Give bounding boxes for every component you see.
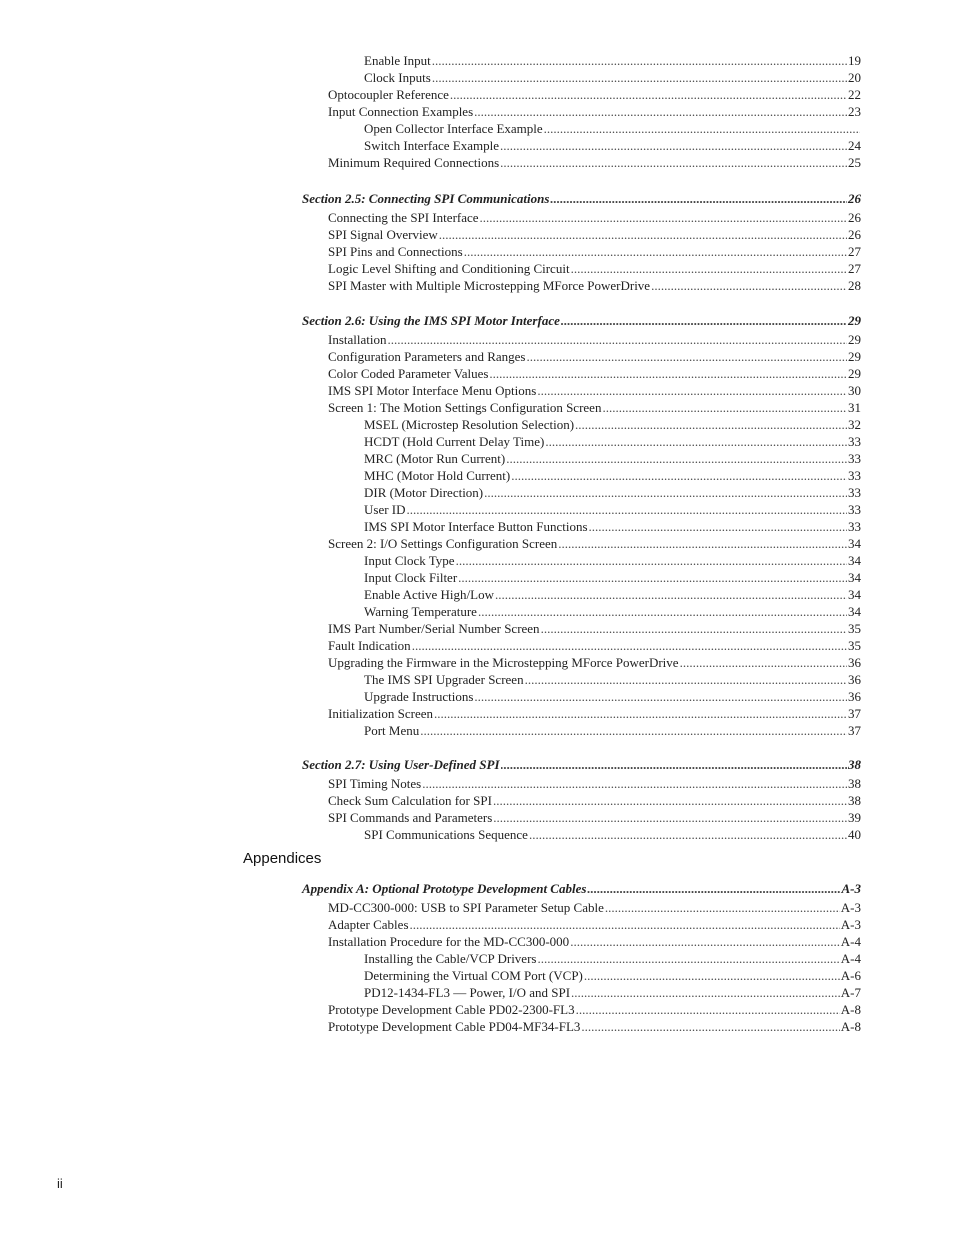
toc-entry[interactable] [364,137,861,154]
leader-dots [541,620,847,637]
toc-entry-label: Screen 1: The Motion Settings Configuration Screen [328,400,602,415]
toc-entry-page: 29 [848,332,861,347]
toc-entry-page: 38 [848,757,861,772]
toc-entry-page: 26 [848,227,861,242]
toc-entry[interactable] [328,277,861,294]
toc-entry-page: 26 [848,191,861,206]
toc-entry-page: A-4 [840,934,861,949]
toc-entry-page: 34 [848,587,861,602]
toc-entry-label: Switch Interface Example [364,138,499,153]
toc-entry-label: PD12-1434-FL3 — Power, I/O and SPI [364,985,571,1000]
toc-entry-label: SPI Communications Sequence [364,827,528,842]
toc-entry-page: 34 [848,570,861,585]
leader-dots [458,569,847,586]
leader-dots [489,365,847,382]
toc-entry-label: Section 2.6: Using the IMS SPI Motor Interface [302,313,560,328]
toc-entry-label: SPI Pins and Connections [328,244,463,259]
toc-entry[interactable] [328,792,861,809]
toc-entry[interactable] [364,416,861,433]
toc-entry[interactable] [364,569,861,586]
toc-entry-page: 34 [848,536,861,551]
toc-entry-label: MRC (Motor Run Current) [364,451,506,466]
toc-entry[interactable] [328,382,861,399]
toc-entry[interactable] [364,967,861,984]
leader-dots [558,535,847,552]
toc-entry-label: Optocoupler Reference [328,87,449,102]
toc-entry[interactable] [328,399,861,416]
toc-entry-page: 27 [848,261,861,276]
toc-entry-label: MSEL (Microstep Resolution Selection) [364,417,575,432]
leader-dots [464,243,847,260]
toc-entry-label: MHC (Motor Hold Current) [364,468,511,483]
leader-dots [450,86,847,103]
leader-dots [537,382,847,399]
leader-dots [493,809,847,826]
toc-entry-label: Determining the Virtual COM Port (VCP) [364,968,583,983]
toc-entry[interactable] [364,501,861,518]
toc-entry[interactable] [328,154,861,171]
toc-entry-label: Minimum Required Connections [328,155,500,170]
toc-entry[interactable] [364,433,861,450]
toc-entry[interactable] [328,809,861,826]
leader-dots [571,260,847,277]
toc-entry-label: Check Sum Calculation for SPI [328,793,492,808]
toc-entry-page: 33 [848,485,861,500]
toc-section-heading[interactable] [302,190,861,207]
toc-entry-label: DIR (Motor Direction) [364,485,484,500]
toc-entry[interactable] [328,654,861,671]
leader-dots [605,899,840,916]
toc-entry-page: A-3 [840,917,861,932]
toc-entry[interactable] [328,916,861,933]
toc-entry-page: 22 [848,87,861,102]
toc-entry-page: 34 [848,604,861,619]
leader-dots [493,792,847,809]
toc-entry-label: Clock Inputs [364,70,431,85]
leader-dots [550,190,847,207]
toc-entry-label: User ID [364,502,406,517]
toc-entry-page: A-8 [840,1019,861,1034]
toc-entry-label: Prototype Development Cable PD02-2300-FL3 [328,1002,575,1017]
toc-entry-label: Installing the Cable/VCP Drivers [364,951,537,966]
toc-entry-page: 35 [848,638,861,653]
leader-dots [589,518,847,535]
leader-dots [388,331,848,348]
toc-entry[interactable] [328,1018,861,1035]
leader-dots [412,637,847,654]
leader-dots [484,484,847,501]
leader-dots [537,950,839,967]
leader-dots [511,467,847,484]
toc-entry-page: 39 [848,810,861,825]
toc-entry-label: SPI Commands and Parameters [328,810,493,825]
toc-entry-page: 27 [848,244,861,259]
leader-dots [480,209,847,226]
toc-entry[interactable] [328,86,861,103]
leader-dots [529,826,847,843]
toc-entry-label: Input Connection Examples [328,104,474,119]
toc-entry-page: 36 [848,655,861,670]
leader-dots [575,416,847,433]
toc-entry-page: 37 [848,723,861,738]
toc-entry[interactable] [364,950,861,967]
leader-dots [584,967,840,984]
toc-entry-page: 33 [848,451,861,466]
toc-entry-page: A-6 [840,968,861,983]
toc-entry-label: HCDT (Hold Current Delay Time) [364,434,545,449]
leader-dots [422,775,847,792]
toc-entry[interactable] [328,933,861,950]
toc-entry-page: 25 [848,155,861,170]
toc-entry-label: Section 2.7: Using User-Defined SPI [302,757,500,772]
toc-entry-label: SPI Timing Notes [328,776,422,791]
toc-entry-page: 24 [848,138,861,153]
leader-dots [525,671,847,688]
toc-entry-label: Fault Indication [328,638,411,653]
toc-section-heading[interactable] [302,756,861,773]
leader-dots [571,984,840,1001]
toc-entry-label: Enable Active High/Low [364,587,494,602]
toc-entry-page: A-3 [841,881,861,896]
toc-entry[interactable] [328,637,861,654]
toc-entry[interactable] [328,535,861,552]
leader-dots [410,916,840,933]
toc-entry[interactable] [364,688,861,705]
page-number: ii [57,1176,63,1191]
leader-dots [570,933,840,950]
toc-entry-label: The IMS SPI Upgrader Screen [364,672,524,687]
toc-entry-label: Appendix A: Optional Prototype Development Cables [302,881,587,896]
toc-entry-label: Color Coded Parameter Values [328,366,489,381]
toc-entry[interactable] [328,331,861,348]
leader-dots [456,552,847,569]
toc-section-heading[interactable] [302,312,861,329]
leader-dots [500,137,847,154]
toc-entry-label: Screen 2: I/O Settings Configuration Screen [328,536,558,551]
toc-entry[interactable] [364,450,861,467]
toc-entry-page: 36 [848,672,861,687]
toc-entry-label: SPI Master with Multiple Microstepping MForce PowerDrive [328,278,651,293]
toc-entry-label: MD-CC300-000: USB to SPI Parameter Setup Cable [328,900,604,915]
toc-entry-page: 38 [848,793,861,808]
toc-entry-page: 19 [848,53,861,68]
leader-dots [544,120,860,137]
leader-dots [545,433,847,450]
toc-entry-page: 32 [848,417,861,432]
toc-entry[interactable] [364,722,861,739]
toc-entry-page: 37 [848,706,861,721]
toc-entry-page: 31 [848,400,861,415]
toc-entry-page: 33 [848,468,861,483]
toc-entry-page: 35 [848,621,861,636]
toc-entry[interactable] [328,899,861,916]
leader-dots [478,603,847,620]
toc-entry-label: Configuration Parameters and Ranges [328,349,526,364]
leader-dots [407,501,847,518]
leader-dots [434,705,847,722]
toc-entry[interactable] [364,603,861,620]
toc-entry-label: SPI Signal Overview [328,227,438,242]
leader-dots [439,226,847,243]
appendices-heading: Appendices [243,850,322,867]
leader-dots [680,654,847,671]
leader-dots [602,399,847,416]
leader-dots [474,103,847,120]
leader-dots [500,154,847,171]
toc-entry-label: Section 2.5: Connecting SPI Communications [302,191,550,206]
toc-entry[interactable] [328,103,861,120]
toc-entry[interactable] [364,52,861,69]
toc-entry-page: 38 [848,776,861,791]
toc-entry[interactable] [364,586,861,603]
toc-entry-page: 30 [848,383,861,398]
toc-entry[interactable] [328,365,861,382]
toc-entry-page: A-3 [840,900,861,915]
toc-entry[interactable] [328,348,861,365]
toc-entry[interactable] [328,1001,861,1018]
toc-entry[interactable] [364,484,861,501]
toc-entry-label: IMS Part Number/Serial Number Screen [328,621,540,636]
toc-entry-label: Logic Level Shifting and Conditioning Circuit [328,261,570,276]
leader-dots [420,722,847,739]
toc-entry[interactable] [328,209,861,226]
toc-entry-label: Initialization Screen [328,706,434,721]
leader-dots [651,277,847,294]
toc-section-heading[interactable] [302,880,861,897]
toc-entry[interactable] [364,467,861,484]
leader-dots [432,69,847,86]
toc-entry[interactable] [328,260,861,277]
toc-entry[interactable] [364,518,861,535]
leader-dots [587,880,840,897]
toc-entry-label: Adapter Cables [328,917,409,932]
toc-entry[interactable] [364,671,861,688]
leader-dots [526,348,847,365]
toc-entry[interactable] [364,120,861,137]
toc-entry[interactable] [364,69,861,86]
leader-dots [474,688,847,705]
leader-dots [576,1001,840,1018]
toc-entry-label: Installation [328,332,387,347]
toc-entry-label: Input Clock Type [364,553,455,568]
leader-dots [495,586,847,603]
toc-entry-page: 20 [848,70,861,85]
toc-entry[interactable] [328,775,861,792]
toc-entry-label: Enable Input [364,53,431,68]
leader-dots [561,312,847,329]
toc-entry-page: 29 [848,349,861,364]
toc-entry-label: IMS SPI Motor Interface Button Functions [364,519,588,534]
toc-entry-label: Installation Procedure for the MD-CC300-000 [328,934,570,949]
toc-entry-page: 33 [848,502,861,517]
toc-entry[interactable] [328,226,861,243]
leader-dots [581,1018,839,1035]
leader-dots [501,756,847,773]
toc-entry-page: 23 [848,104,861,119]
leader-dots [432,52,847,69]
toc-entry[interactable] [364,826,861,843]
toc-entry-page: 33 [848,434,861,449]
toc-entry-page: A-7 [840,985,861,1000]
toc-entry[interactable] [328,620,861,637]
toc-entry[interactable] [328,705,861,722]
toc-entry-page: 29 [848,366,861,381]
toc-entry-label: Upgrading the Firmware in the Microstepping MForce PowerDrive [328,655,679,670]
toc-entry-label: Warning Temperature [364,604,477,619]
toc-entry[interactable] [364,984,861,1001]
toc-entry-label: IMS SPI Motor Interface Menu Options [328,383,537,398]
toc-entry[interactable] [328,243,861,260]
toc-entry-label: Open Collector Interface Example [364,121,543,136]
leader-dots [506,450,847,467]
toc-entry-label: Connecting the SPI Interface [328,210,479,225]
toc-entry-page: 33 [848,519,861,534]
toc-entry-page: 34 [848,553,861,568]
toc-entry-page: 40 [848,827,861,842]
toc-entry-page: 29 [848,313,861,328]
toc-entry-page: 36 [848,689,861,704]
toc-entry-page: A-4 [840,951,861,966]
toc-entry-label: Input Clock Filter [364,570,458,585]
toc-entry-label: Prototype Development Cable PD04-MF34-FL3 [328,1019,581,1034]
toc-entry-page: A-8 [840,1002,861,1017]
toc-entry-page: 26 [848,210,861,225]
toc-entry-label: Port Menu [364,723,420,738]
toc-entry-page: 28 [848,278,861,293]
toc-entry[interactable] [364,552,861,569]
toc-entry-label: Upgrade Instructions [364,689,474,704]
